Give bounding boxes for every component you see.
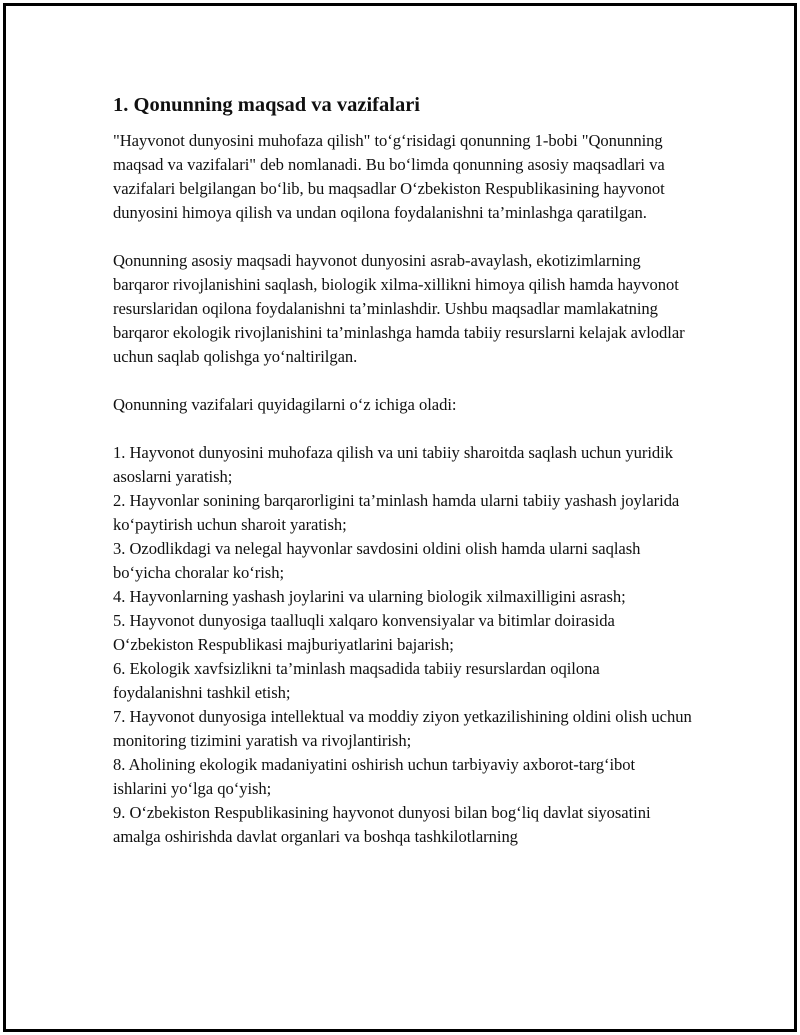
purpose-paragraph: Qonunning asosiy maqsadi hayvonot dunyosini asrab-avaylash, ekotizimlarning barqaror rivojlanishini saqlash, biologik xilma-xillikni himoya qilish hamda hayvonot resurslaridan oqilona foydalanishni ta’minlashdir. Ushbu maqsadlar mamlakatning barqaror ekologik rivojlanishini ta’minlashga hamda tabiiy resurslarni kelajak avlodlar uchun saqlab qolishga yo‘naltirilgan.	[113, 251, 685, 366]
list-item: 2. Hayvonlar sonining barqarorligini ta’minlash hamda ularni tabiiy yashash joylarida ko‘paytirish uchun sharoit yaratish;	[113, 491, 680, 534]
list-item: 1. Hayvonot dunyosini muhofaza qilish va uni tabiiy sharoitda saqlash uchun yuridik asoslarni yaratish;	[113, 443, 673, 486]
tasks-intro-paragraph: Qonunning vazifalari quyidagilarni o‘z ichiga oladi:	[113, 395, 457, 414]
list-item: 3. Ozodlikdagi va nelegal hayvonlar savdosini oldini olish hamda ularni saqlash bo‘yicha choralar ko‘rish;	[113, 539, 641, 582]
list-item: 4. Hayvonlarning yashash joylarini va ularning biologik xilmaxilligini asrash;	[113, 587, 626, 606]
tasks-list	[113, 441, 693, 849]
list-item: 6. Ekologik xavfsizlikni ta’minlash maqsadida tabiiy resurslardan oqilona foydalanishni tashkil etish;	[113, 659, 600, 702]
paragraph-spacer	[113, 417, 693, 441]
section-heading: 1. Qonunning maqsad va vazifalari	[113, 94, 420, 116]
list-item: 7. Hayvonot dunyosiga intellektual va moddiy ziyon yetkazilishining oldini olish uchun monitoring tizimini yaratish va rivojlantirish;	[113, 707, 692, 750]
paragraph-spacer	[113, 369, 693, 393]
list-item: 8. Aholining ekologik madaniyatini oshirish uchun tarbiyaviy axborot-targ‘ibot ishlarini yo‘lga qo‘yish;	[113, 755, 636, 798]
intro-paragraph: "Hayvonot dunyosini muhofaza qilish" to‘g‘risidagi qonunning 1-bobi "Qonunning maqsad va vazifalari" deb nomlanadi. Bu bo‘limda qonunning asosiy maqsadlari va vazifalari belgilangan bo‘lib, bu maqsadlar O‘zbekiston Respublikasining hayvonot dunyosini himoya qilish va undan oqilona foydalanishni ta’minlashga qaratilgan.	[113, 131, 665, 222]
list-item: 9. O‘zbekiston Respublikasining hayvonot dunyosi bilan bog‘liq davlat siyosatini amalga oshirishda davlat organlari va boshqa tashkilotlarning	[113, 803, 651, 846]
list-item: 5. Hayvonot dunyosiga taalluqli xalqaro konvensiyalar va bitimlar doirasida O‘zbekiston Respublikasi majburiyatlarini bajarish;	[113, 611, 615, 654]
document-body	[113, 92, 693, 849]
paragraph-spacer	[113, 225, 693, 249]
